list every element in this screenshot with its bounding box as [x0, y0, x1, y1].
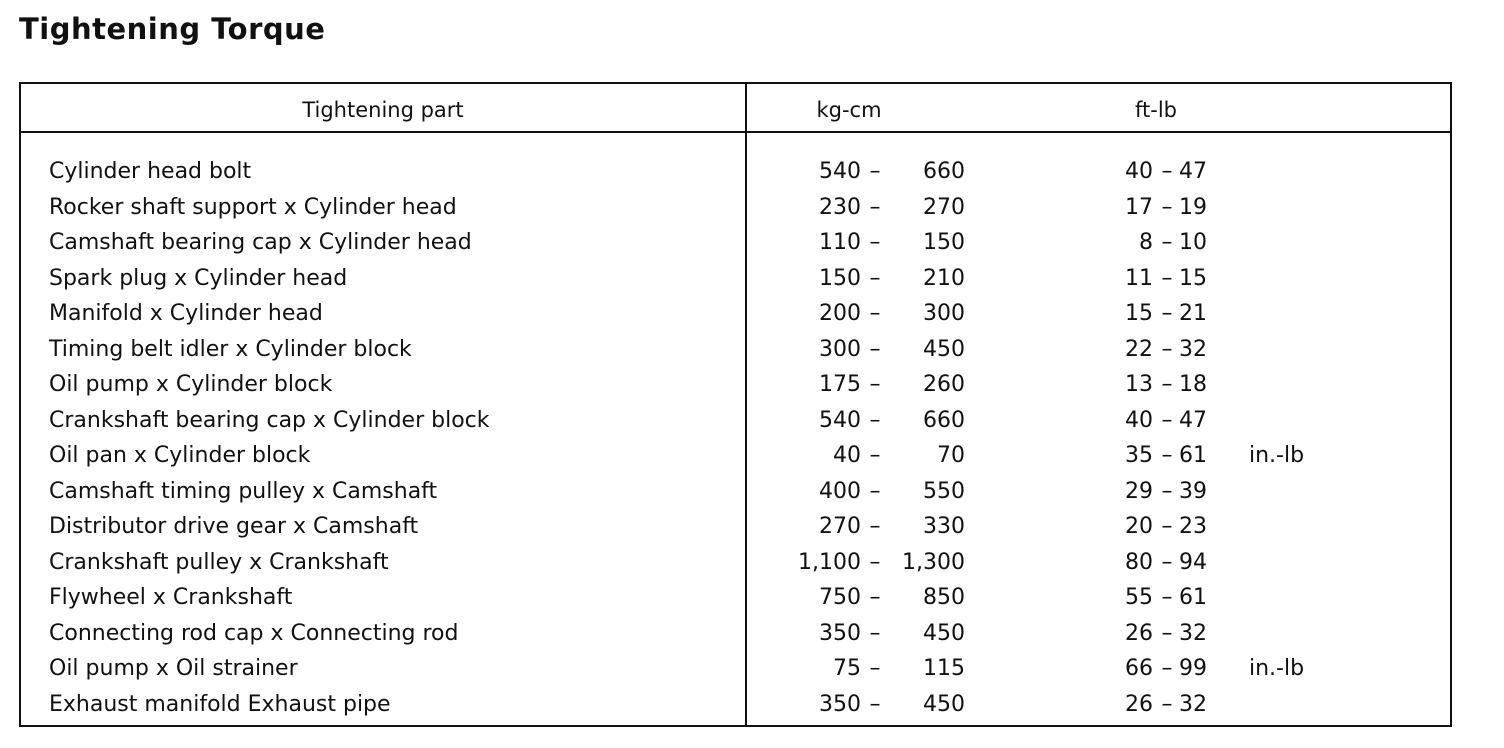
- table-row: [21, 190, 1450, 226]
- table-row: [21, 545, 1450, 581]
- table-row: [21, 687, 1450, 723]
- table-row: [21, 225, 1450, 261]
- ft-lb-max: 61: [1179, 585, 1207, 610]
- unit-note: in.-lb: [1249, 656, 1305, 681]
- table-row: [21, 651, 1450, 687]
- kg-cm-min: 350: [819, 691, 861, 717]
- kg-cm-range-dash: –: [869, 159, 881, 184]
- part-name: Crankshaft bearing cap x Cylinder block: [49, 407, 490, 433]
- header-tightening-part: Tightening part: [302, 98, 464, 122]
- table-row: [21, 332, 1450, 368]
- part-name: Manifold x Cylinder head: [49, 301, 323, 326]
- ft-lb-min: 40: [1125, 407, 1153, 433]
- ft-lb-range-dash: –: [1161, 407, 1173, 433]
- ft-lb-min: 35: [1125, 443, 1153, 468]
- table-row: [21, 296, 1450, 332]
- ft-lb-min: 66: [1125, 656, 1153, 681]
- torque-table: [19, 82, 1452, 727]
- ft-lb-range-dash: –: [1161, 230, 1173, 255]
- part-name: Spark plug x Cylinder head: [49, 265, 348, 291]
- kg-cm-min: 750: [819, 585, 861, 610]
- part-name: Cylinder head bolt: [49, 159, 252, 184]
- kg-cm-min: 75: [833, 656, 861, 681]
- ft-lb-range-dash: –: [1161, 691, 1173, 717]
- kg-cm-min: 300: [819, 336, 861, 362]
- ft-lb-min: 20: [1125, 514, 1153, 539]
- ft-lb-range-dash: –: [1161, 514, 1173, 539]
- kg-cm-min: 175: [819, 372, 861, 397]
- part-name: Distributor drive gear x Camshaft: [49, 514, 419, 539]
- ft-lb-max: 15: [1179, 265, 1207, 291]
- part-name: Rocker shaft support x Cylinder head: [49, 194, 457, 220]
- kg-cm-max: 260: [923, 372, 965, 397]
- table-row: [21, 261, 1450, 297]
- part-name: Camshaft bearing cap x Cylinder head: [49, 230, 472, 255]
- kg-cm-min: 400: [819, 478, 861, 504]
- kg-cm-range-dash: –: [869, 194, 881, 220]
- kg-cm-range-dash: –: [869, 301, 881, 326]
- ft-lb-max: 47: [1179, 407, 1207, 433]
- kg-cm-range-dash: –: [869, 372, 881, 397]
- ft-lb-range-dash: –: [1161, 301, 1173, 326]
- ft-lb-min: 40: [1125, 159, 1153, 184]
- part-name: Camshaft timing pulley x Camshaft: [49, 478, 438, 504]
- ft-lb-max: 94: [1179, 549, 1207, 575]
- ft-lb-max: 61: [1179, 443, 1207, 468]
- kg-cm-min: 110: [819, 230, 861, 255]
- kg-cm-range-dash: –: [869, 336, 881, 362]
- ft-lb-max: 32: [1179, 336, 1207, 362]
- header-kg-cm: kg-cm: [816, 98, 882, 122]
- ft-lb-min: 26: [1125, 691, 1153, 717]
- ft-lb-range-dash: –: [1161, 372, 1173, 397]
- ft-lb-range-dash: –: [1161, 620, 1173, 646]
- ft-lb-max: 18: [1179, 372, 1207, 397]
- part-name: Oil pan x Cylinder block: [49, 443, 311, 468]
- kg-cm-min: 200: [819, 301, 861, 326]
- kg-cm-range-dash: –: [869, 478, 881, 504]
- kg-cm-max: 115: [923, 656, 965, 681]
- kg-cm-range-dash: –: [869, 230, 881, 255]
- kg-cm-min: 230: [819, 194, 861, 220]
- ft-lb-max: 32: [1179, 691, 1207, 717]
- table-row: [21, 474, 1450, 510]
- part-name: Crankshaft pulley x Crankshaft: [49, 549, 389, 575]
- ft-lb-min: 22: [1125, 336, 1153, 362]
- part-name: Oil pump x Cylinder block: [49, 372, 333, 397]
- unit-note: in.-lb: [1249, 443, 1305, 468]
- kg-cm-range-dash: –: [869, 585, 881, 610]
- kg-cm-max: 150: [923, 230, 965, 255]
- ft-lb-max: 32: [1179, 620, 1207, 646]
- kg-cm-range-dash: –: [869, 265, 881, 291]
- kg-cm-range-dash: –: [869, 549, 881, 575]
- page-title: Tightening Torque: [19, 12, 326, 46]
- kg-cm-min: 270: [819, 514, 861, 539]
- kg-cm-min: 150: [819, 265, 861, 291]
- kg-cm-max: 210: [923, 265, 965, 291]
- ft-lb-range-dash: –: [1161, 159, 1173, 184]
- table-row: [21, 403, 1450, 439]
- part-name: Exhaust manifold Exhaust pipe: [49, 691, 391, 717]
- kg-cm-range-dash: –: [869, 620, 881, 646]
- ft-lb-max: 47: [1179, 159, 1207, 184]
- ft-lb-min: 80: [1125, 549, 1153, 575]
- ft-lb-max: 10: [1179, 230, 1207, 255]
- kg-cm-min: 350: [819, 620, 861, 646]
- part-name: Connecting rod cap x Connecting rod: [49, 620, 459, 646]
- ft-lb-max: 39: [1179, 478, 1207, 504]
- part-name: Oil pump x Oil strainer: [49, 656, 298, 681]
- kg-cm-max: 550: [923, 478, 965, 504]
- kg-cm-max: 270: [923, 194, 965, 220]
- kg-cm-range-dash: –: [869, 691, 881, 717]
- ft-lb-min: 11: [1125, 265, 1153, 291]
- kg-cm-max: 450: [923, 620, 965, 646]
- kg-cm-max: 300: [923, 301, 965, 326]
- kg-cm-range-dash: –: [869, 656, 881, 681]
- part-name: Timing belt idler x Cylinder block: [49, 336, 412, 362]
- kg-cm-max: 850: [923, 585, 965, 610]
- kg-cm-min: 540: [819, 159, 861, 184]
- ft-lb-range-dash: –: [1161, 478, 1173, 504]
- kg-cm-max: 660: [923, 159, 965, 184]
- table-row: [21, 154, 1450, 190]
- kg-cm-max: 450: [923, 691, 965, 717]
- table-row: [21, 509, 1450, 545]
- kg-cm-max: 70: [937, 443, 965, 468]
- ft-lb-min: 55: [1125, 585, 1153, 610]
- ft-lb-range-dash: –: [1161, 336, 1173, 362]
- ft-lb-min: 29: [1125, 478, 1153, 504]
- header-rule: [21, 131, 1450, 133]
- table-row: [21, 616, 1450, 652]
- ft-lb-max: 19: [1179, 194, 1207, 220]
- kg-cm-min: 540: [819, 407, 861, 433]
- kg-cm-max: 330: [923, 514, 965, 539]
- header-ft-lb: ft-lb: [1135, 98, 1177, 122]
- ft-lb-range-dash: –: [1161, 265, 1173, 291]
- kg-cm-min: 1,100: [798, 549, 861, 575]
- ft-lb-min: 13: [1125, 372, 1153, 397]
- ft-lb-min: 15: [1125, 301, 1153, 326]
- kg-cm-max: 450: [923, 336, 965, 362]
- table-row: [21, 367, 1450, 403]
- ft-lb-min: 8: [1139, 230, 1153, 255]
- ft-lb-max: 21: [1179, 301, 1207, 326]
- ft-lb-range-dash: –: [1161, 443, 1173, 468]
- ft-lb-range-dash: –: [1161, 656, 1173, 681]
- ft-lb-range-dash: –: [1161, 549, 1173, 575]
- kg-cm-range-dash: –: [869, 443, 881, 468]
- table-row: [21, 438, 1450, 474]
- ft-lb-max: 23: [1179, 514, 1207, 539]
- kg-cm-min: 40: [833, 443, 861, 468]
- ft-lb-min: 26: [1125, 620, 1153, 646]
- table-row: [21, 580, 1450, 616]
- ft-lb-min: 17: [1125, 194, 1153, 220]
- kg-cm-max: 1,300: [902, 549, 965, 575]
- kg-cm-range-dash: –: [869, 407, 881, 433]
- ft-lb-range-dash: –: [1161, 194, 1173, 220]
- kg-cm-max: 660: [923, 407, 965, 433]
- table-body: [21, 154, 1450, 722]
- ft-lb-range-dash: –: [1161, 585, 1173, 610]
- kg-cm-range-dash: –: [869, 514, 881, 539]
- part-name: Flywheel x Crankshaft: [49, 585, 293, 610]
- ft-lb-max: 99: [1179, 656, 1207, 681]
